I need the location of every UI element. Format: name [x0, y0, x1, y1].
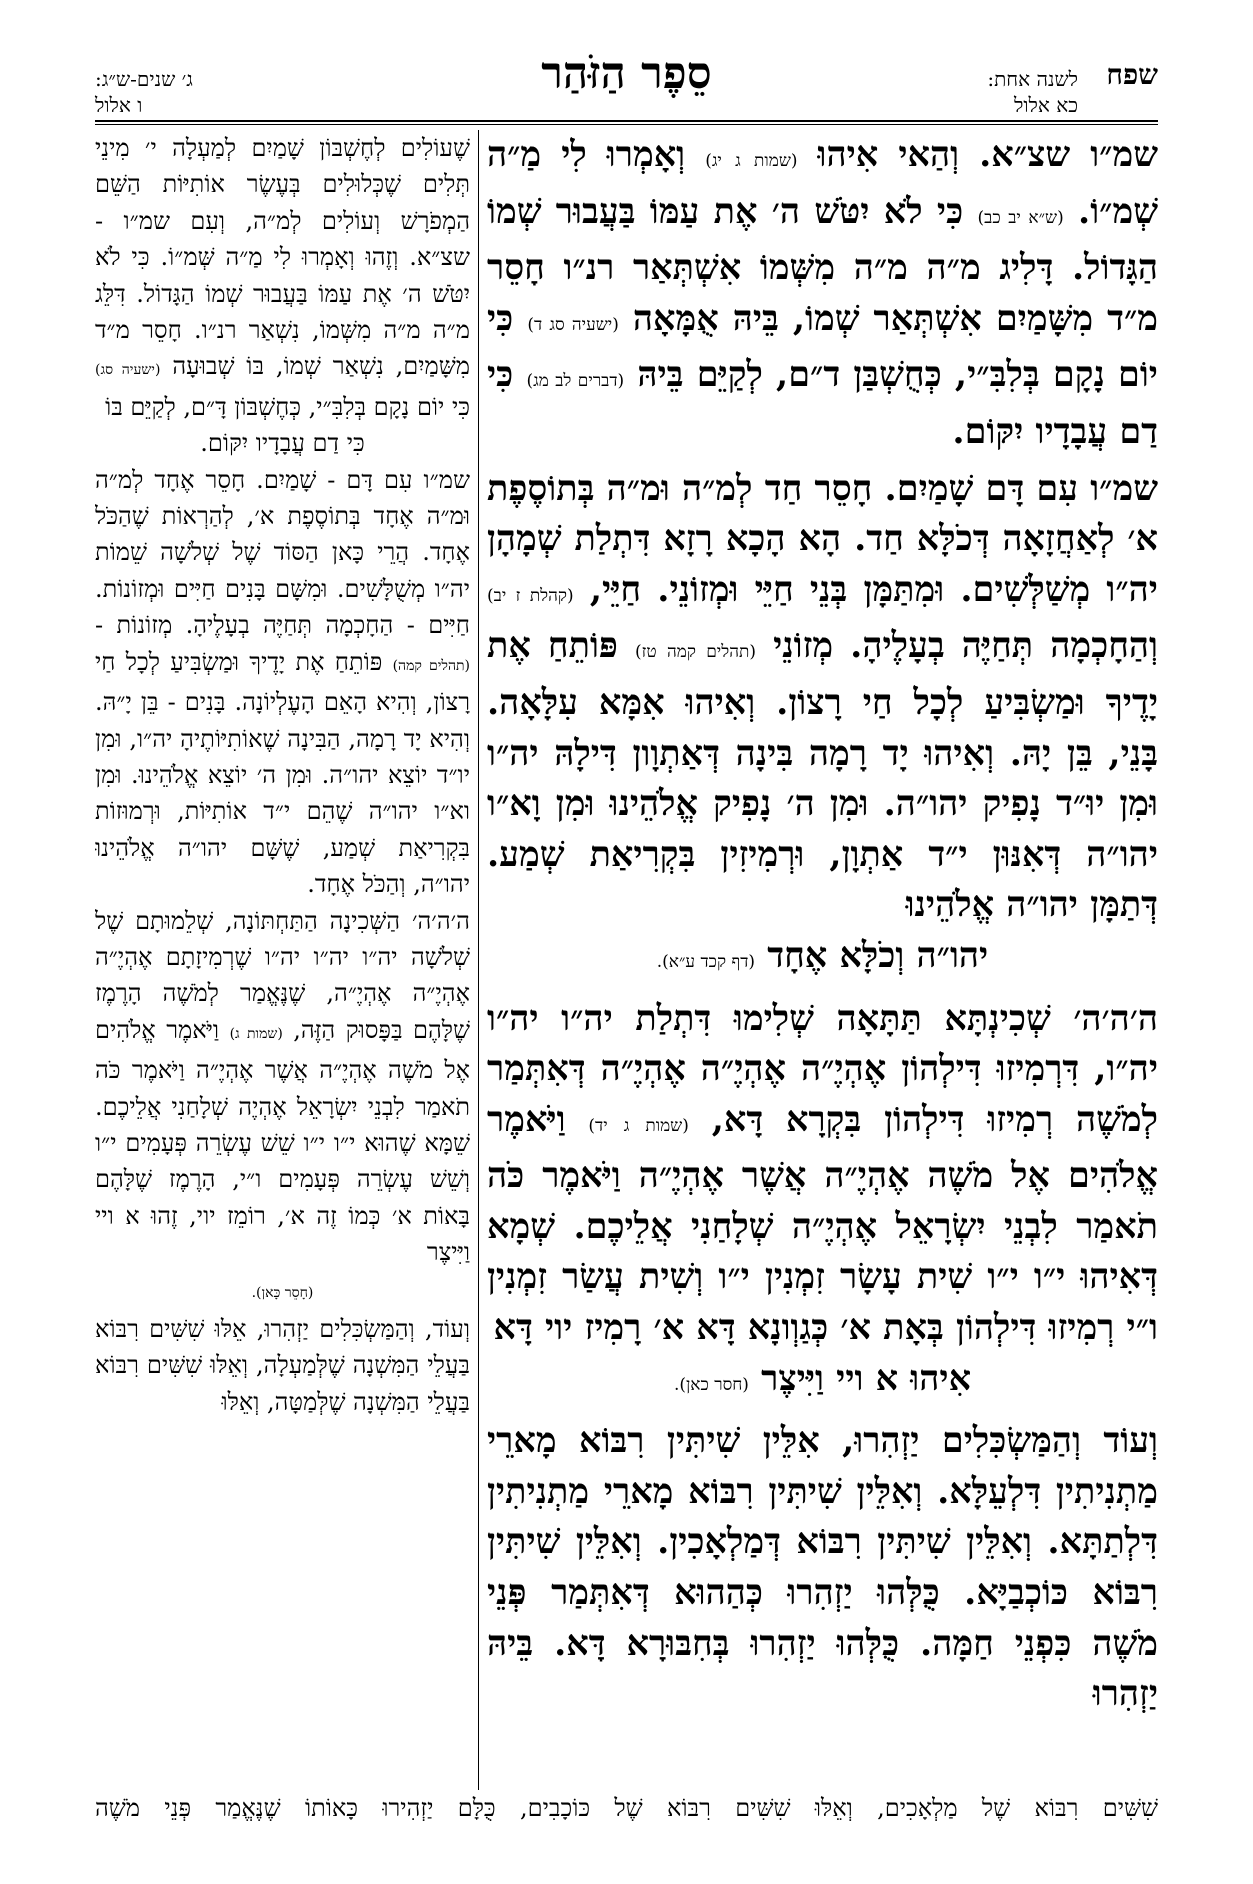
translation-text: וְעוֹד, וְהַמַּשְׂכִּלִים יַזְהִרוּ, אֵלּוּ שִׁשִּׁים רִבּוֹא בַּעֲלֵי הַמִּשְׁנָה שֶׁלְּמַעְלָה, וְאֵלּוּ שִׁשִּׁים רִבּוֹא בַּעֲלֵי הַמִּשְׁנָה שֶׁלְּמַטָּה, וְאֵלּוּ — [95, 1315, 470, 1416]
main-paragraph-3-last-line — [487, 1354, 1158, 1411]
scripture-reference: (שמות ג יג) — [705, 151, 798, 171]
missing-text-note: (חסר כאן). — [673, 1374, 749, 1395]
main-text-column — [487, 130, 1158, 1790]
header-left-line1: ג׳ שנים-ש״ג: — [95, 67, 193, 91]
scripture-reference: (ש״א יב כב) — [977, 207, 1064, 228]
header-study-schedule-three-years — [95, 66, 245, 118]
header-right-line2: כא אלול — [1014, 93, 1078, 117]
translation-text: שֶׁעוֹלִים לְחֶשְׁבּוֹן שָׁמַיִם לְמַעְלָה י׳ מִינֵי תְּלִים שֶׁכְּלוּלִים בְּעֶשֶׂר אוֹתִיּוֹת הַשֵּׁם הַמְפֹרָשׁ וְעוֹלִים לְמ״ה, וְעִם שמ״ו - שצ״א. וְזֶהוּ וְאָמְרוּ לִי מַ״ה שְּׁמ״וֹ. כִּי לֹא יִטֹּשׁ ה׳ אֶת עַמּוֹ בַּעֲבוּר שְׁמוֹ הַגָּדוֹל. דִּלֵּג מ״ה מ״ה מִשְּׁמוֹ, נִשְׁאַר רנ״ו. חָסֵר מ״ד מִשָּׁמַיִם, נִשְׁאַר שְׁמוֹ, בּוֹ שְׁבוּעָה — [95, 134, 470, 381]
main-paragraph-2-last-line — [487, 931, 1158, 988]
page-reference: (דף קכד ע״א). — [656, 951, 756, 972]
scripture-reference: (ישעיה סג) — [95, 362, 161, 379]
page-number: שפח — [1106, 58, 1158, 91]
translation-text: שמ״ו עִם דָּם - שָׁמַיִם. חָסֵר אֶחָד לְמ״ה וּמ״ה אֶחָד בְּתוֹסֶפֶת א׳, לְהַרְאוֹת שֶׁהַכֹּל אֶחָד. הֲרֵי כָּאן הַסּוֹד שֶׁל שְׁלֹשָׁה שֵׁמוֹת יה״ו מְשֻׁלָּשִׁים. וּמִשָּׁם בָּנִים חַיִּים וּמְזוֹנוֹת. חַיִּים - הַחָכְמָה תְּחַיֶּה בְעָלֶיהָ. מְזוֹנוֹת - — [95, 465, 470, 640]
translation-text: וַיֹּאמֶר אֱלֹהִים אֶל מֹשֶׁה אֶהְיֶ״ה אֲשֶׁר אֶהְיֶ״ה וַיֹּאמֶר כֹּה תֹאמַר לִבְנֵי יִשְׂרָאֵל אֶהְיֶה שְׁלָחַנִי אֲלֵיכֶם. שֵׁמָּא שֶׁהוּא י״ו י״ו שֵׁשׁ עֶשְׂרֵה פְּעָמִים י״ו וְשֵׁשׁ עֶשְׂרֵה פְּעָמִים ו״י, הָרֶמֶז שֶׁלָּהֶם בָּאוֹת א׳ כְּמוֹ זֶה א׳, רוֹמֵז יוי, זֶהוּ א ויי וַיִּיצֶר — [95, 1015, 470, 1267]
scripture-reference: (תהלים קמה טז) — [635, 642, 756, 663]
header-right-line1: לשנה אחת: — [987, 67, 1078, 91]
side-paragraph-1 — [95, 130, 470, 425]
main-text: פּוֹתֵחַ אֶת יָדֶיךָ וּמַשְׂבִּיעַ לְכָל חַי רָצוֹן. וְאִיהוּ אִמָּא עִלָּאָה. בָּנֵי, בֵּן יָהּ. וְאִיהוּ יָד רָמָה בִּינָה דְּאַתְוָון דִּילָהּ יה״ו וּמִן יוּ״ד נָפִיק יהו״ה. וּמִן ה׳ נָפִיק אֱלֹהֵינוּ וּמִן וָא״ו יהו״ה דְּאִנּוּן י״ד אַתְוָן, וּרְמִיזִין בִּקְרִיאַת שְׁמַע. דְּתַמָּן יהו״ה אֱלֹהֵינוּ — [487, 625, 1158, 926]
main-text: כִּי לֹא יִטֹּשׁ ה׳ אֶת עַמּוֹ בַּעֲבוּר שְׁמוֹ הַגָּדוֹל. דָּלִיג מ״ה מ״ה מִשְּׁמוֹ אִשְׁתְּאַר רנ״ו חָסֵר מ״ד מִשָּׁמַיִם אִשְׁתְּאַר שְׁמוֹ, בֵּיהּ אֻמָּאָה — [487, 190, 1158, 339]
page-header — [95, 44, 1158, 124]
header-rule-thin — [95, 124, 1158, 125]
scripture-reference: (דברים לב מג) — [526, 371, 625, 392]
translation-column — [95, 130, 470, 1790]
translation-text: ה׳ה׳ה׳ הַשְּׁכִינָה הַתַּחְתּוֹנָה, שְׁלֵמוּתָם שֶׁל שְׁלֹשָׁה יה״ו יה״ו יה״ו שֶׁרְמִיזָתָם אֶהְיֶ״ה אֶהְיֶ״ה אֶהְיֶ״ה, שֶׁנֶּאֱמַר לְמֹשֶׁה הָרֶמֶז שֶׁלָּהֶם בַּפָּסוּק הַזֶּה, — [95, 906, 470, 1044]
main-text: אִיהוּ א ויי וַיִּיצֶר — [761, 1357, 972, 1399]
main-text: כִּי דַם עֲבָדָיו יִקּוֹם. — [487, 354, 1158, 452]
main-text: כִּי יוֹם נָקָם בְּלִבִּ״י, כְּחֻשְׁבַּן ד״ם, לְקַיֵּם בֵּיהּ — [487, 297, 1158, 396]
scripture-reference: (שמות ג) — [229, 1025, 283, 1042]
side-paragraph-1-last-line: כִּי דַם עֲבָדָיו יִקּוֹם. — [200, 429, 365, 458]
main-text: וְאָמְרוּ לִי מַ״ה שְׁמ״וֹ. — [487, 134, 1158, 232]
side-paragraph-3 — [95, 903, 470, 1271]
side-paragraph-2 — [95, 462, 470, 903]
side-paragraph-3-last-line — [95, 1271, 470, 1311]
scripture-reference: (ישעיה סג ד) — [527, 314, 619, 335]
bottom-continuation-line: שִׁשִּׁים רִבּוֹא שֶׁל מַלְאָכִים, וְאֵלּוּ שִׁשִּׁים רִבּוֹא שֶׁל כּוֹכָבִים, כֻּלָּם יַזְהִירוּ כָּאוֹתוֹ שֶׁנֶּאֱמַר פְּנֵי מֹשֶׁה — [95, 1794, 1158, 1822]
translation-text: פּוֹתֵחַ אֶת יָדֶיךָ וּמַשְׂבִּיעַ לְכָל חַי רָצוֹן, וְהִיא הָאֵם הָעֶלְיוֹנָה. בָּנִים - בֵּן יָ״הּ. וְהִיא יָד רָמָה, הַבִּינָה שֶׁאוֹתִיּוֹתֶיהָ יה״ו, וּמִן יו״ד יוֹצֵא יהו״ה. וּמִן ה׳ יוֹצֵא אֱלֹהֵינוּ. וּמִן וא״ו יהו״ה שֶׁהֵם י״ד אוֹתִיּוֹת, וּרְמוּזוֹת בִּקְרִיאַת שְׁמַע, שֶׁשָּׁם יהו״ה אֱלֹהֵינוּ יהו״ה, וְהַכֹּל אֶחָד. — [95, 647, 470, 899]
scripture-reference: (תהלים קמה) — [392, 657, 470, 674]
main-text: יהו״ה וְכֹלָּא אֶחָד — [767, 934, 989, 976]
book-title: סֵפֶר הַזֹּהַר — [541, 48, 712, 99]
main-paragraph-2 — [487, 464, 1158, 931]
column-divider — [478, 130, 479, 1790]
translation-text: כִּי יוֹם נָקָם בְּלִבִּ״י, כְּחֶשְׁבּוֹן דָּ״ם, לְקַיֵּם בּוֹ — [105, 392, 470, 421]
side-paragraph-4 — [95, 1311, 470, 1420]
main-text: וְעוֹד וְהַמַּשְׂכִּלִים יַזְהִרוּ, אִלֵּין שִׁיתִּין רִבּוֹא מָארֵי מַתְנִיתִין דִּלְעֵלָּא. וְאִלֵּין שִׁיתִּין רִבּוֹא מָארֵי מַתְנִיתִין דִּלְתַתָּא. וְאִלֵּין שִׁיתִּין רִבּוֹא דְּמַלְאָכִין. וְאִלֵּין שִׁיתִּין רִבּוֹא כּוֹכְבַיָּא. כֻּלְּהוּ יַזְהִרוּ כְּהַהוּא דְּאִתְּמַר פְּנֵי מֹשֶׁה כִּפְנֵי חַמָּה. כֻּלְּהוּ יַזְהִרוּ בְּחִבּוּרָא דָּא. בֵּיהּ יַזְהִרוּ — [487, 1420, 1158, 1715]
main-paragraph-4 — [487, 1416, 1158, 1720]
main-text: שמ״ו עִם דָּם שָׁמַיִם. חָסֵר חַד לְמ״ה וּמ״ה בְּתוֹסֶפֶת א׳ לְאַחֲזָאָה דְּכֹלָּא חַד. הָא הָכָא רָזָא דִּתְלַת שְׁמָהָן יה״ו מְשַׁלְּשִׁים. וּמִתַּמָּן בְּנֵי חַיֵּי וּמְזוֹנֵי. חַיֵּי, — [487, 467, 1158, 610]
main-text: וְהַחָכְמָה תְּחַיֶּה בְעָלֶיהָ. מְזוֹנֵי — [773, 625, 1158, 667]
missing-text-note: (חָסֵר כָּאן). — [251, 1284, 314, 1301]
main-text: שמ״ו שצ״א. וְהַאי אִיהוּ — [817, 134, 1158, 175]
main-paragraph-1 — [487, 130, 1158, 458]
main-text: ה׳ה׳ה׳ שְׁכִינְתָּא תַּתָּאָה שְׁלִימוּ דִּתְלַת יה״ו יה״ו יה״ו, דִּרְמִיזוּ דִּילְהוֹן אֶהְיֶ״ה אֶהְיֶ״ה אֶהְיֶ״ה דְּאִתְּמַר לְמֹשֶׁה רְמִיזוּ דִּילְהוֹן בִּקְרָא דָּא, — [487, 997, 1158, 1140]
main-text: וַיֹּאמֶר אֱלֹהִים אֶל מֹשֶׁה אֶהְיֶ״ה אֲשֶׁר אֶהְיֶ״ה וַיֹּאמֶר כֹּה תֹאמַר לִבְנֵי יִשְׂרָאֵל אֶהְיֶ״ה שְׁלָחַנִי אֲלֵיכֶם. שְׁמָא דְּאִיהוּ י״ו י״ו שִׁית עָשָׂר זִמְנִין י״ו וְשִׁית עֲשַׂר זִמְנִין ו״י רְמִיזוּ דִּילְהוֹן בְּאָת א׳ כְּגַוְונָא דָּא א׳ רָמִיז יוי דָּא — [487, 1098, 1158, 1349]
scripture-reference: (שמות ג יד) — [588, 1115, 689, 1136]
header-left-line2: ו אלול — [95, 93, 143, 117]
main-paragraph-3 — [487, 994, 1158, 1354]
header-rule — [95, 120, 1158, 122]
scripture-reference: (קהלת ז יב) — [487, 585, 574, 606]
